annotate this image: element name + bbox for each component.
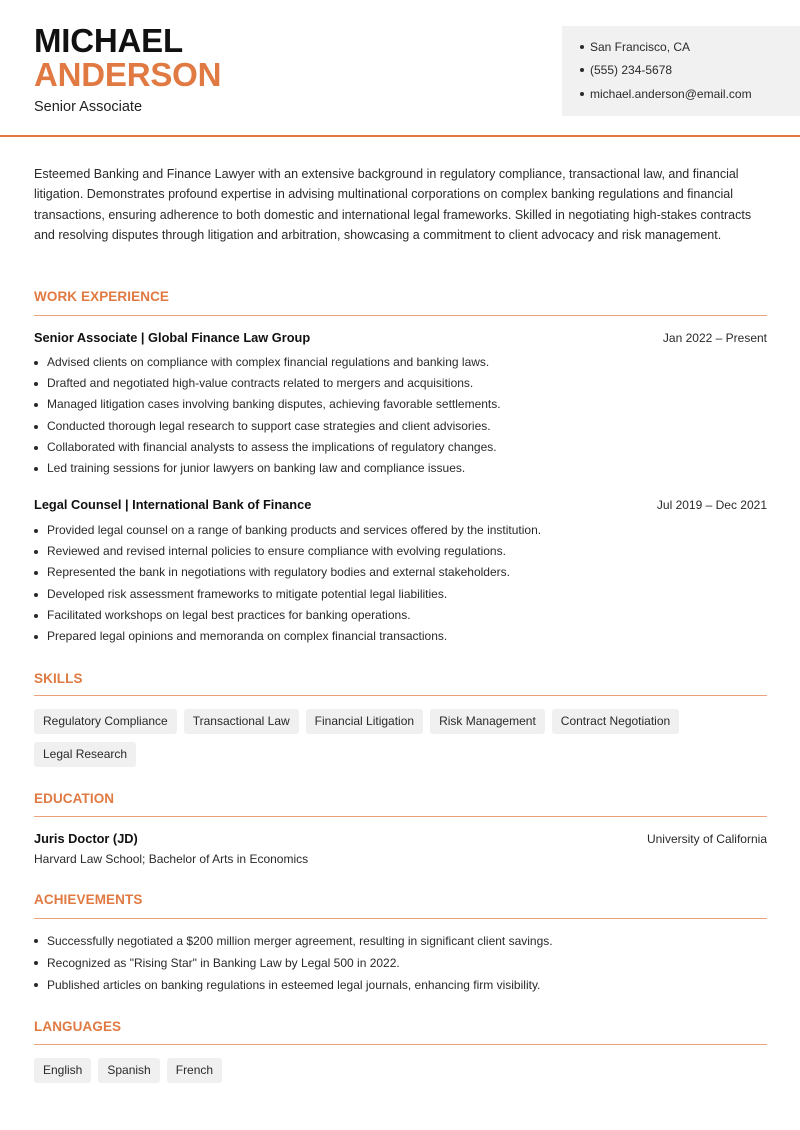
list-item: Provided legal counsel on a range of banking products and services offered by the institution. (34, 520, 768, 541)
list-item: Conducted thorough legal research to support case strategies and client advisories. (34, 416, 768, 437)
job-dates: Jan 2022 – Present (662, 331, 767, 345)
language-tag: English (34, 1058, 91, 1083)
education-details: Harvard Law School; Bachelor of Arts in Economics (34, 852, 309, 866)
bullet-icon (580, 68, 584, 72)
contact-phone (580, 63, 672, 77)
skill-tag: Risk Management (430, 709, 545, 734)
professional-summary: Esteemed Banking and Finance Lawyer with an extensive background in regulatory compliance, transactional law, and financial litigation. Demonstrates profound expertise in advising multinational corporations on complex banking regulations and financial transactions, ensuring adherence to both domestic and international legal frameworks. Skilled in negotiating high-stakes contracts and resolving disputes through litigation and arbitration, showcasing a commitment to client advocacy and risk management. (34, 167, 752, 243)
section-divider (34, 918, 767, 919)
skill-tag: Financial Litigation (306, 709, 423, 734)
languages-list (34, 1058, 774, 1083)
list-item: Successfully negotiated a $200 million merger agreement, resulting in significant client savings. (34, 930, 768, 952)
section-divider (34, 1044, 767, 1045)
job-title: Senior Associate (34, 99, 143, 115)
list-item: Advised clients on compliance with complex financial regulations and banking laws. (34, 352, 768, 373)
list-item: Prepared legal opinions and memoranda on complex financial transactions. (34, 626, 768, 647)
job-heading: Senior Associate | Global Finance Law Group (34, 330, 311, 345)
skill-tag: Legal Research (34, 742, 136, 767)
list-item: Drafted and negotiated high-value contracts related to mergers and acquisitions. (34, 373, 768, 394)
first-name: MICHAEL (34, 22, 183, 59)
skill-tag: Transactional Law (184, 709, 299, 734)
job-heading: Legal Counsel | International Bank of Finance (34, 497, 312, 512)
bullet-icon (580, 92, 584, 96)
list-item: Facilitated workshops on legal best practices for banking operations. (34, 605, 768, 626)
location-text: San Francisco, CA (590, 40, 691, 54)
bullet-icon (580, 45, 584, 49)
last-name: ANDERSON (34, 56, 222, 93)
achievements-list (34, 930, 768, 996)
job-bullets (34, 352, 768, 479)
education-heading: EDUCATION (34, 791, 115, 806)
phone-text: (555) 234-5678 (590, 63, 673, 77)
work-experience-heading: WORK EXPERIENCE (34, 289, 170, 304)
list-item: Reviewed and revised internal policies to ensure compliance with evolving regulations. (34, 541, 768, 562)
email-text: michael.anderson@email.com (590, 87, 752, 101)
list-item: Collaborated with financial analysts to assess the implications of regulatory changes. (34, 437, 768, 458)
job-bullets (34, 520, 768, 647)
contact-box (562, 26, 800, 116)
degree-title: Juris Doctor (JD) (34, 831, 138, 846)
list-item: Represented the bank in negotiations with regulatory bodies and external stakeholders. (34, 562, 768, 583)
section-divider (34, 695, 767, 696)
section-divider (34, 816, 767, 817)
list-item: Recognized as "Rising Star" in Banking Law by Legal 500 in 2022. (34, 952, 768, 974)
list-item: Managed litigation cases involving banking disputes, achieving favorable settlements. (34, 394, 768, 415)
skill-tag: Regulatory Compliance (34, 709, 177, 734)
list-item: Developed risk assessment frameworks to mitigate potential legal liabilities. (34, 584, 768, 605)
skills-heading: SKILLS (34, 671, 83, 686)
list-item: Published articles on banking regulations in esteemed legal journals, enhancing firm visibility. (34, 974, 768, 996)
achievements-heading: ACHIEVEMENTS (34, 892, 143, 907)
list-item: Led training sessions for junior lawyers on banking law and compliance issues. (34, 458, 768, 479)
contact-location (580, 40, 690, 54)
resume-header (0, 0, 800, 137)
languages-heading: LANGUAGES (34, 1019, 122, 1034)
skills-list (34, 709, 774, 767)
language-tag: French (167, 1058, 222, 1083)
job-dates: Jul 2019 – Dec 2021 (656, 498, 767, 512)
institution-name: University of California (646, 832, 767, 846)
section-divider (34, 315, 767, 316)
language-tag: Spanish (98, 1058, 159, 1083)
skill-tag: Contract Negotiation (552, 709, 679, 734)
contact-email (580, 87, 752, 101)
